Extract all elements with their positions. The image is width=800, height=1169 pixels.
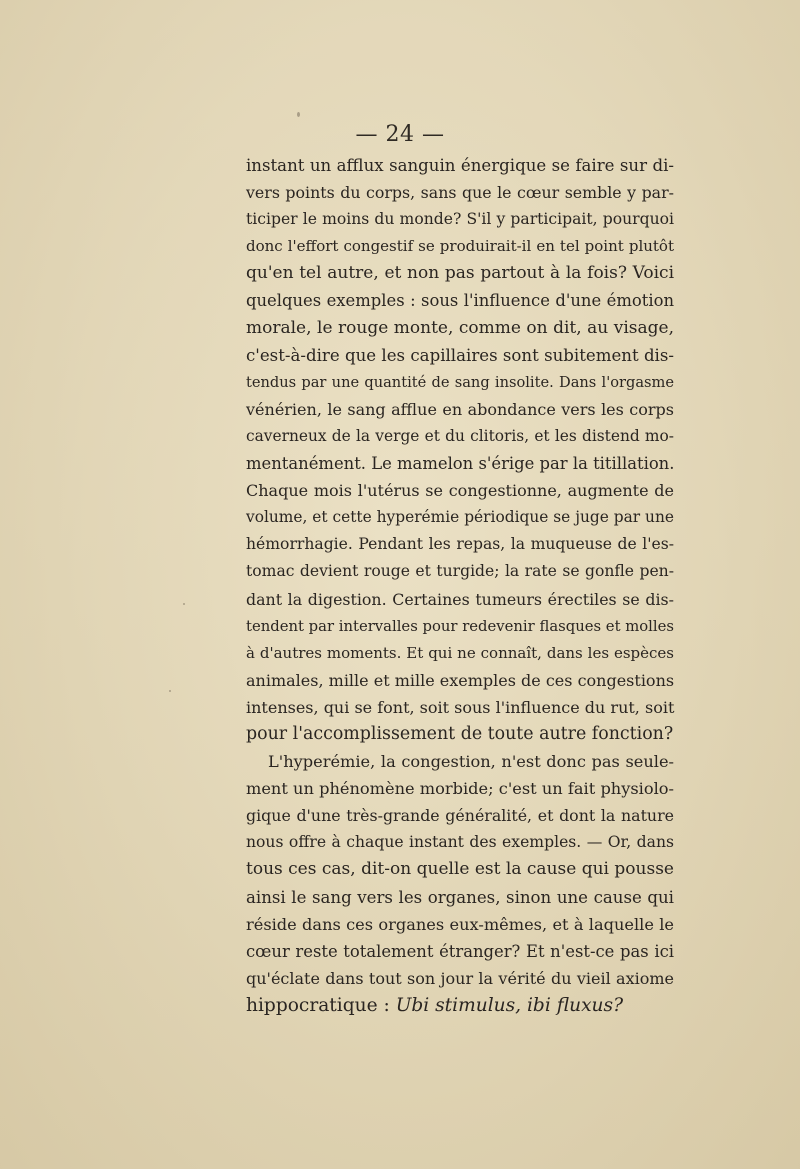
text-line: qu'en tel autre, et non pas partout à la fois? Voici (246, 263, 674, 284)
text-line: caverneux de la verge et du clitoris, et les distend mo- (246, 426, 674, 445)
text-line: à d'autres moments. Et qui ne connaît, dans les espèces (246, 643, 674, 662)
text-line: quelques exemples : sous l'influence d'une émotion (246, 291, 674, 311)
text-line: hémorrhagie. Pendant les repas, la muqueuse de l'es- (246, 535, 674, 554)
paper-speck (169, 690, 171, 692)
text-line: tendent par intervalles pour redevenir flasques et molles (246, 617, 674, 635)
text-line: animales, mille et mille exemples de ces congestions (246, 670, 675, 690)
body-text (246, 152, 674, 1019)
text-line: Chaque mois l'utérus se congestionne, augmente de (246, 481, 674, 501)
text-line: qu'éclate dans tout son jour la vérité du vieil axiome (246, 968, 674, 988)
paper-speck (183, 603, 185, 605)
text-line: vénérien, le sang afflue en abondance vers les corps (246, 399, 674, 419)
text-line: mentanément. Le mamelon s'érige par la titillation. (246, 454, 675, 474)
text-line: tous ces cas, dit-on quelle est la cause qui pousse (246, 859, 674, 880)
text-line: ticiper le moins du monde? S'il y participait, pourquoi (246, 210, 674, 229)
paragraph-first-line: L'hyperémie, la congestion, n'est donc pas seule- (268, 752, 674, 772)
text-line: ainsi le sang vers les organes, sinon une cause qui (246, 887, 674, 907)
text-line: volume, et cette hyperémie périodique se juge par une (246, 508, 674, 527)
final-line-prefix: hippocratique : (246, 994, 396, 1016)
text-line: intenses, qui se font, soit sous l'influence du rut, soit (246, 697, 675, 717)
text-line: cœur reste totalement étranger? Et n'est-ce pas ici (246, 941, 674, 961)
page-number: — 24 — (355, 122, 445, 147)
final-line (246, 992, 674, 1019)
text-line: tendus par une quantité de sang insolite. Dans l'orgasme (246, 373, 674, 391)
text-line: morale, le rouge monte, comme on dit, au visage, (246, 317, 674, 338)
text-line: dant la digestion. Certaines tumeurs érectiles se dis- (246, 589, 674, 609)
text-line: nous offre à chaque instant des exemples. — Or, dans (246, 833, 674, 852)
text-line: instant un afflux sanguin énergique se faire sur di- (246, 156, 674, 175)
text-line: réside dans ces organes eux-mêmes, et à laquelle le (246, 914, 674, 934)
text-line: pour l'accomplissement de toute autre fonction? (246, 723, 674, 744)
text-line: c'est-à-dire que les capillaires sont subitement dis- (246, 345, 674, 365)
text-line: gique d'une très-grande généralité, et dont la nature (246, 806, 674, 826)
text-line: vers points du corps, sans que le cœur semble y par- (246, 183, 674, 203)
text-line: tomac devient rouge et turgide; la rate se gonfle pen- (246, 562, 674, 581)
latin-axiom: Ubi stimulus, ibi fluxus? (395, 994, 624, 1016)
paper-speck (297, 112, 300, 117)
text-line: ment un phénomène morbide; c'est un fait physiolo- (246, 779, 674, 799)
text-line: donc l'effort congestif se produirait-il en tel point plutôt (246, 237, 674, 256)
